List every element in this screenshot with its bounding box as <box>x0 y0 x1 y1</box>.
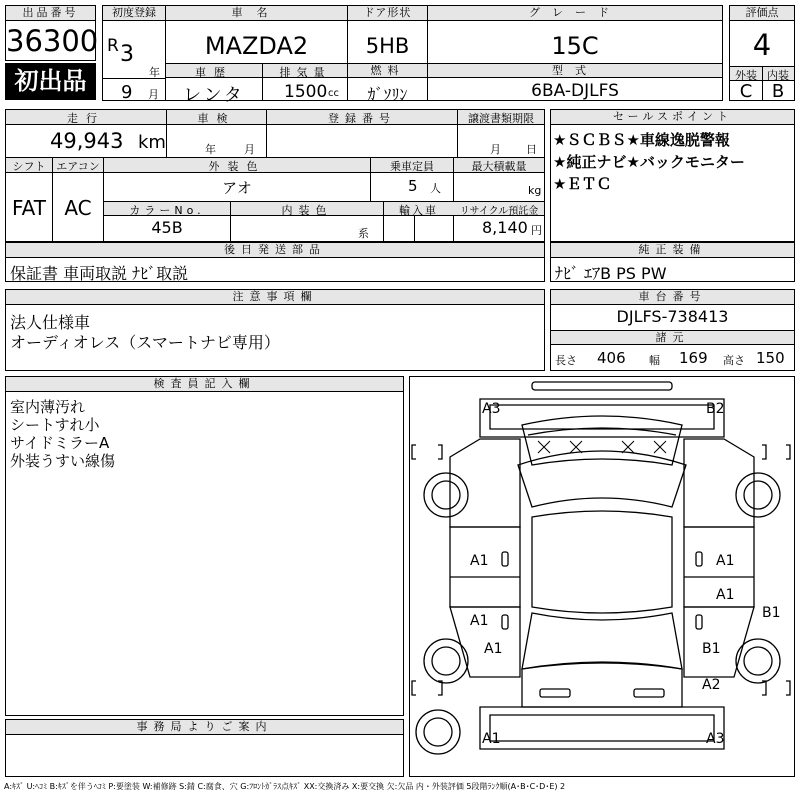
inspection-month-unit: 月 <box>244 143 255 156</box>
door-type: 5HB <box>365 34 410 58</box>
post-delivery-label: 後日発送部品 <box>6 243 544 258</box>
note-line-2: オーディオレス（スマートナビ専用） <box>10 333 280 352</box>
office-box <box>5 719 404 777</box>
recycle-label: リサイクル預託金 <box>459 206 539 217</box>
exterior-grade: C <box>739 81 753 102</box>
car-outline-diagram <box>410 377 794 776</box>
mark-front-left: A3 <box>482 401 501 417</box>
inspector-line-2: シートすれ小 <box>10 416 100 434</box>
car-name: MAZDA2 <box>204 32 309 60</box>
transfer-month-unit: 月 <box>490 143 501 156</box>
sales-points-box <box>550 109 795 242</box>
equipment-box <box>550 242 795 282</box>
mark-right-rear-fender: B1 <box>702 641 721 657</box>
sales-points-label: セールスポイント <box>551 110 794 125</box>
mileage: 49,943 <box>50 129 124 153</box>
color-no-label: カラーNo. <box>129 204 205 217</box>
inspector-line-3: サイドミラーA <box>10 434 110 452</box>
sales-point-2: ★純正ナビ★バックモニター <box>553 153 745 171</box>
capacity-unit: 人 <box>430 182 441 195</box>
transfer-day-unit: 日 <box>526 143 537 156</box>
interior-label: 内装 <box>767 69 789 82</box>
chassis-box <box>550 289 795 371</box>
transfer-deadline-label: 譲渡書類期限 <box>468 112 534 125</box>
interior-color-unit: 系 <box>358 227 369 240</box>
model: 6BA-DJLFS <box>531 81 619 101</box>
width-label: 幅 <box>649 354 660 367</box>
door-label: ドア形状 <box>348 6 427 21</box>
height-label: 高さ <box>723 354 745 367</box>
notes-label: 注意事項欄 <box>6 290 544 305</box>
score-box <box>729 5 795 101</box>
grade-box <box>427 5 723 101</box>
fuel: ｶﾞｿﾘﾝ <box>367 85 408 104</box>
max-load-unit: kg <box>528 184 542 197</box>
capacity: 5 <box>408 177 418 195</box>
office-label: 事務局よりご案内 <box>6 720 403 735</box>
year-unit: 年 <box>149 66 160 79</box>
mark-rear-right: A3 <box>706 731 725 747</box>
door-box <box>347 5 428 104</box>
mileage-unit: km <box>138 132 166 153</box>
equipment-label: 純正装備 <box>551 243 794 258</box>
mark-right-front-door: A1 <box>716 553 735 569</box>
equipment-list: ﾅﾋﾞ ｴｱB PS PW <box>555 264 667 283</box>
height: 150 <box>756 349 785 367</box>
inspection-year-unit: 年 <box>205 143 216 156</box>
vehicle-details-box <box>5 109 545 242</box>
ac-label: エアコン <box>56 160 100 173</box>
damage-diagram <box>409 376 795 777</box>
exterior-label: 外装 <box>735 69 757 82</box>
displacement-label: 排気量 <box>279 66 331 79</box>
mark-right-side: B1 <box>762 605 781 621</box>
registration-month: 9 <box>121 82 133 103</box>
exterior-color: アオ <box>222 179 252 197</box>
interior-color-label: 内装色 <box>281 204 333 217</box>
recycle-fee: 8,140 <box>482 218 528 237</box>
grade: 15C <box>551 32 599 60</box>
mark-front-right: B2 <box>706 401 725 417</box>
car-name-box <box>165 5 348 106</box>
grade-label: グレード <box>428 6 722 21</box>
capacity-label: 乗車定員 <box>390 160 434 173</box>
chassis-label: 車台番号 <box>551 290 794 305</box>
recycle-fee-unit: 円 <box>531 224 542 237</box>
sales-point-1: ★ＳＣＢＳ★車線逸脱警報 <box>553 131 730 149</box>
model-label: 型式 <box>428 64 722 78</box>
month-unit: 月 <box>148 88 159 101</box>
post-delivery-box <box>5 242 545 282</box>
history-label: 車歴 <box>195 66 233 79</box>
import-label: 輸入車 <box>399 204 438 217</box>
shift-label: シフト <box>12 160 46 173</box>
mark-right-rear-door: A1 <box>716 587 735 603</box>
mark-left-front-door: A1 <box>470 553 489 569</box>
lot-number-box <box>5 5 99 61</box>
air-conditioner: AC <box>64 196 92 220</box>
max-load-label: 最大積載量 <box>471 160 527 173</box>
length-label: 長さ <box>555 354 577 367</box>
score: 4 <box>752 28 772 62</box>
inspection-label: 車検 <box>197 112 236 125</box>
lot-number-label: 出品番号 <box>6 6 95 21</box>
lot-number: 36300 <box>6 24 99 58</box>
exterior-color-label: 外装色 <box>208 160 266 173</box>
displacement: 1500 <box>284 82 328 102</box>
fuel-label: 燃料 <box>348 64 427 78</box>
chassis-number: DJLFS-738413 <box>616 307 729 326</box>
width: 169 <box>679 349 708 367</box>
history: レンタ <box>183 85 245 106</box>
color-number: 45B <box>151 218 183 237</box>
mileage-label: 走行 <box>67 112 105 125</box>
sales-point-3: ★ＥＴＣ <box>553 175 612 193</box>
notes-box <box>5 289 545 371</box>
interior-grade: B <box>771 81 785 102</box>
dimensions-label: 諸元 <box>551 331 794 345</box>
damage-legend: A:ｷｽﾞ U:ﾍｺﾐ B:ｷｽﾞを伴うﾍｺﾐ P:要塗装 W:補修跡 S:錆 C:腐食、穴 G:ﾌﾛﾝﾄｶﾞﾗｽ点ｷｽﾞ XX:交換済み X:要交換 欠:欠品 内・外装評価 5段階ﾗﾝｸ順(A･B･C･D･E) 2 <box>4 782 566 791</box>
post-delivery-parts: 保証書 車両取説 ﾅﾋﾞ取説 <box>10 264 189 283</box>
registration-label: 初度登録 <box>103 6 165 21</box>
score-label: 評価点 <box>730 6 794 21</box>
inspector-box <box>5 376 404 716</box>
registration-box <box>102 5 166 101</box>
mark-left-rear-fender: A1 <box>484 641 503 657</box>
first-listing-text: 初出品 <box>14 67 87 95</box>
length: 406 <box>597 349 626 367</box>
displacement-unit: cc <box>328 88 339 99</box>
inspector-label: 検査員記入欄 <box>6 377 403 392</box>
inspector-line-4: 外装うすい線傷 <box>10 452 116 470</box>
era: R <box>107 36 119 56</box>
note-line-1: 法人仕様車 <box>10 313 91 332</box>
car-name-label: 車名 <box>166 6 347 21</box>
shift: FAT <box>11 196 46 220</box>
reg-number-label: 登録番号 <box>328 112 396 125</box>
mark-left-rear-door: A1 <box>470 613 489 629</box>
inspector-line-1: 室内薄汚れ <box>10 398 86 416</box>
mark-right-quarter: A2 <box>702 677 721 693</box>
registration-year: 3 <box>120 42 134 67</box>
mark-rear-left: A1 <box>482 731 501 747</box>
first-listing-badge <box>5 63 96 100</box>
